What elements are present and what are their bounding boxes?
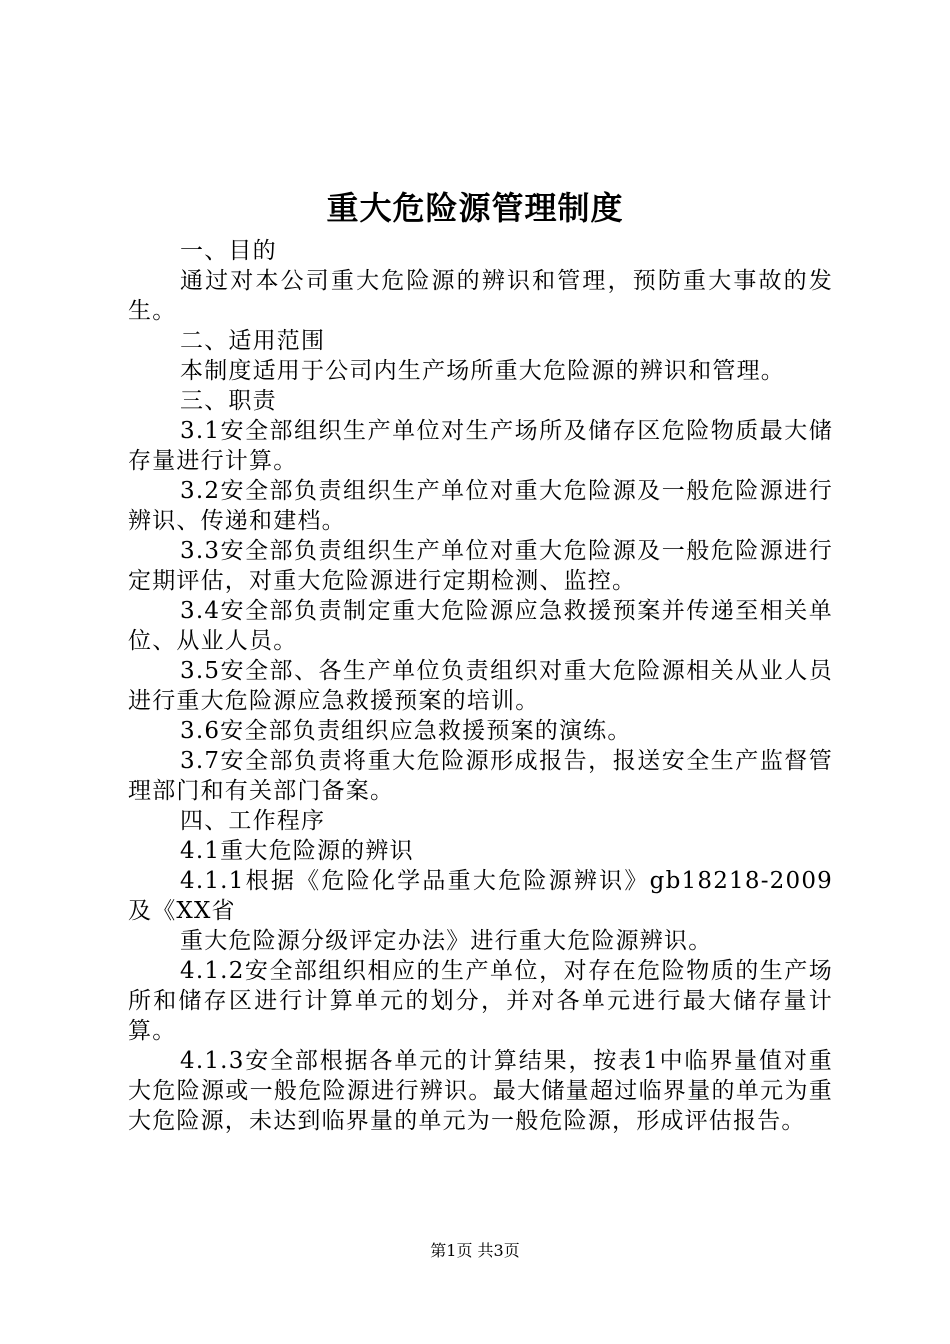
paragraph: 本制度适用于公司内生产场所重大危险源的辨识和管理。: [180, 358, 785, 384]
list-item: 3.3安全部负责组织生产单位对重大危险源及一般危险源进行定期评估，对重大危险源进行定期检测、监控。: [128, 538, 833, 594]
document-title: 重大危险源管理制度: [326, 189, 624, 227]
list-item: 4.1.1根据《危险化学品重大危险源辨识》gb18218-2009及《XX省: [128, 868, 833, 924]
page-number: 第1页 共3页: [430, 1241, 520, 1260]
paragraph: 通过对本公司重大危险源的辨识和管理，预防重大事故的发生。: [128, 268, 833, 324]
list-item: 3.6安全部负责组织应急救援预案的演练。: [180, 718, 632, 744]
list-item: 3.5安全部、各生产单位负责组织对重大危险源相关从业人员进行重大危险源应急救援预案的培训。: [128, 658, 833, 714]
paragraph: 重大危险源分级评定办法》进行重大危险源辨识。: [180, 928, 713, 954]
list-item: 3.2安全部负责组织生产单位对重大危险源及一般危险源进行辨识、传递和建档。: [128, 478, 833, 534]
list-item: 3.4安全部负责制定重大危险源应急救援预案并传递至相关单位、从业人员。: [128, 598, 833, 654]
list-item: 4.1.3安全部根据各单元的计算结果，按表1中临界量值对重大危险源或一般危险源进行辨识。最大储量超过临界量的单元为重大危险源，未达到临界量的单元为一般危险源，形成评估报告。: [128, 1048, 833, 1134]
list-item: 4.1.2安全部组织相应的生产单位，对存在危险物质的生产场所和储存区进行计算单元的划分，并对各单元进行最大储存量计算。: [128, 958, 833, 1044]
section-heading: 四、工作程序: [180, 808, 326, 834]
document-body: [128, 236, 833, 1136]
list-item: 3.1安全部组织生产单位对生产场所及储存区危险物质最大储存量进行计算。: [128, 418, 833, 474]
section-heading: 三、职责: [180, 388, 277, 414]
subsection-heading: 4.1重大危险源的辨识: [180, 838, 414, 864]
section-heading: 二、适用范围: [180, 328, 326, 354]
list-item: 3.7安全部负责将重大危险源形成报告，报送安全生产监督管理部门和有关部门备案。: [128, 748, 833, 804]
section-heading: 一、目的: [180, 238, 277, 264]
